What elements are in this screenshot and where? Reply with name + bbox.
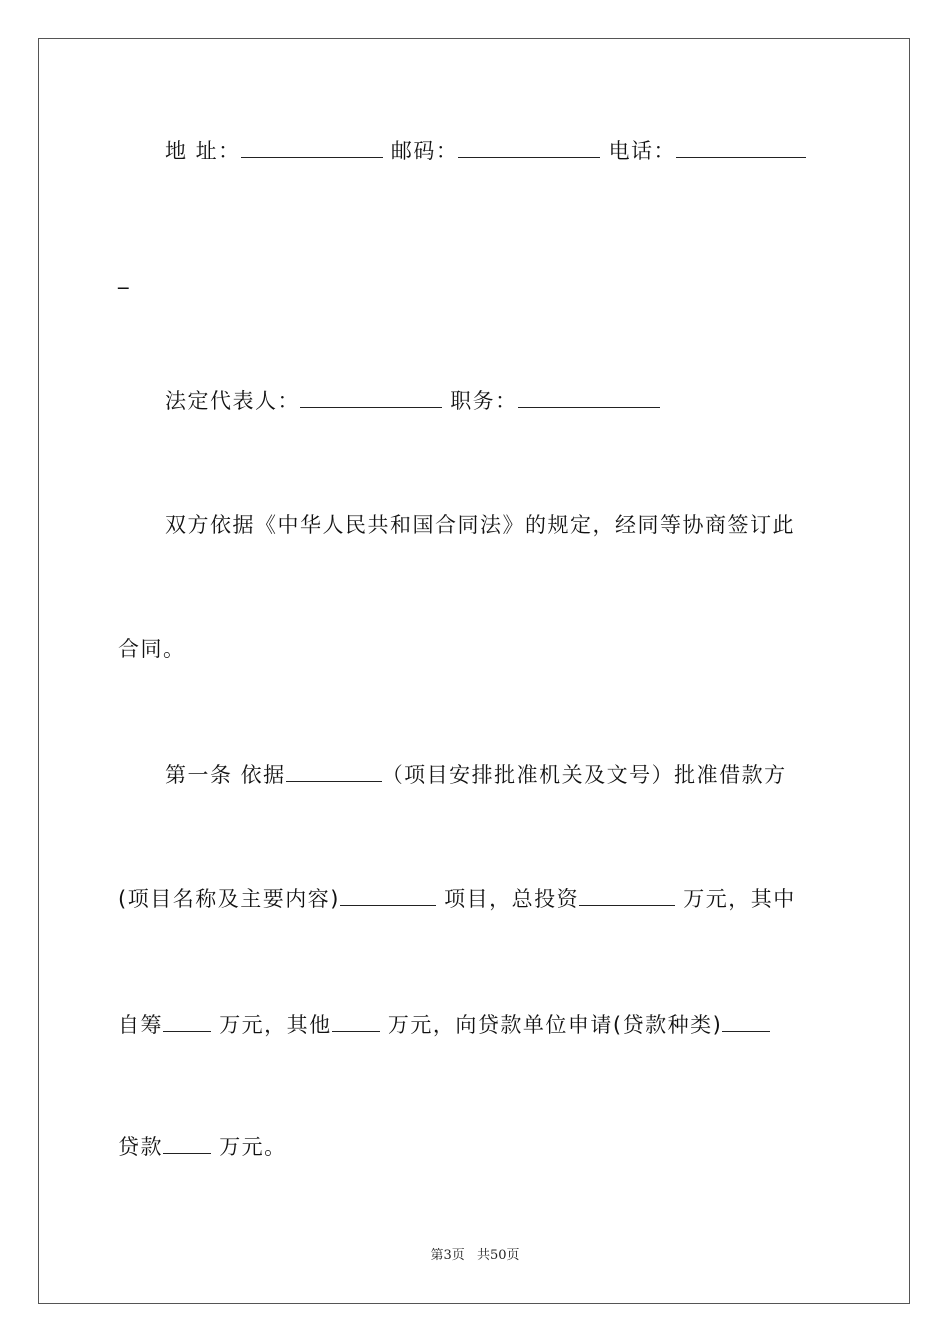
postcode-label: 邮码：	[390, 139, 459, 163]
address-row	[165, 136, 885, 166]
article1-line1-text-a: 第一条 依据	[165, 763, 286, 787]
legal-rep-label: 法定代表人：	[165, 389, 300, 413]
article1-line3-text-b: 万元，其他	[219, 1013, 332, 1037]
loan-type-blank	[722, 1011, 770, 1032]
other-funds-blank	[332, 1011, 380, 1032]
article1-line4-text-b: 万元。	[219, 1135, 287, 1159]
article1-line1-text-b: （项目安排批准机关及文号）批准借款方	[381, 763, 787, 787]
article1-line2-text-a: (项目名称及主要内容)	[118, 887, 340, 911]
article1-line2-text-c: 万元，其中	[683, 887, 796, 911]
basis-paragraph-line1: 双方依据《中华人民共和国合同法》的规定，经同等协商签订此	[165, 513, 795, 537]
self-raised-blank	[163, 1011, 211, 1032]
continuation-mark: _	[118, 265, 130, 289]
page-total: 共50页	[476, 1248, 520, 1263]
page-number: 第3页	[430, 1248, 465, 1263]
loan-amount-blank	[163, 1133, 211, 1154]
basis-paragraph-line2: 合同。	[118, 637, 186, 661]
position-blank	[518, 387, 660, 408]
legal-rep-row	[165, 386, 885, 416]
postcode-blank	[458, 137, 600, 158]
page-footer	[0, 1244, 950, 1263]
article1-line2-text-b: 项目，总投资	[444, 887, 580, 911]
phone-blank	[676, 137, 806, 158]
article1-line2	[118, 884, 838, 914]
position-label: 职务：	[450, 389, 518, 413]
article1-line3	[118, 1010, 838, 1040]
page-border	[38, 38, 910, 1304]
article1-line4	[118, 1132, 838, 1162]
total-investment-blank	[579, 885, 675, 906]
project-name-blank	[340, 885, 436, 906]
article1-line1	[165, 760, 885, 790]
article1-line3-text-a: 自筹	[118, 1013, 163, 1037]
article1-line3-text-c: 万元，向贷款单位申请(贷款种类)	[387, 1013, 723, 1037]
legal-rep-blank	[300, 387, 442, 408]
approval-authority-blank	[286, 761, 382, 782]
phone-label: 电话：	[608, 139, 677, 163]
address-blank	[241, 137, 383, 158]
address-label: 地 址：	[165, 139, 241, 163]
article1-line4-text-a: 贷款	[118, 1135, 163, 1159]
